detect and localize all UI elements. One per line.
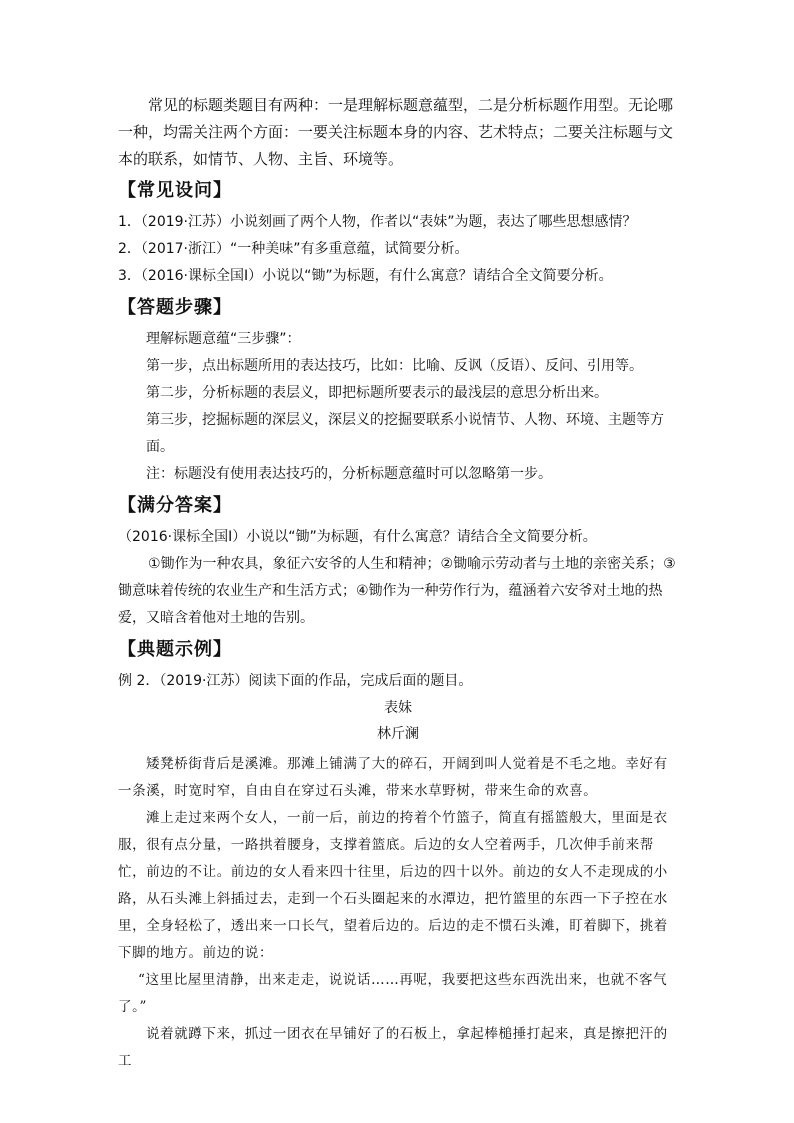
question-item-3: 3．（2016·课标全国Ⅰ）小说以“锄”为标题，有什么寓意？请结合全文简要分析。 — [118, 268, 613, 284]
story-title: 表妹 — [384, 700, 412, 716]
section-heading-common-questions: 【常见设问】 — [118, 180, 232, 201]
section-heading-steps: 【答题步骤】 — [118, 297, 232, 318]
story-quote: “这里比屋里清静，出来走走，说说话……再呢，我要把这些东西洗出来，也就不客气了。” — [118, 972, 668, 1015]
story-author: 林斤澜 — [377, 726, 419, 742]
step-intro: 理解标题意蕴“三步骤”： — [146, 331, 301, 347]
section-heading-example: 【典题示例】 — [118, 639, 232, 660]
story-paragraph-last: 说着就蹲下来，抓过一团衣在早铺好了的石板上，拿起棒槌捶打起来，真是擦把汗的工 — [118, 1026, 668, 1069]
section-heading-full-answer: 【满分答案】 — [118, 495, 232, 516]
intro-paragraph: 常见的标题类题目有两种：一是理解标题意蕴型，二是分析标题作用型。无论哪一种，均需关注两个方面：一要关注标题本身的内容、艺术特点；二要关注标题与文本的联系，如情节、人物、主旨、环境等。 — [118, 96, 674, 168]
step-3: 第三步，挖掘标题的深层义，深层义的挖掘要联系小说情节、人物、环境、主题等方面。 — [146, 412, 664, 455]
example-prompt: 例 2．（2019·江苏）阅读下面的作品，完成后面的题目。 — [118, 673, 473, 689]
step-note: 注：标题没有使用表达技巧的，分析标题意蕴时可以忽略第一步。 — [146, 466, 552, 482]
story-paragraph-2: 滩上走过来两个女人，一前一后，前边的挎着个竹篮子，简直有摇篮般大，里面是衣服，很有点分量，一路拱着腰身，支撑着篮底。后边的女人空着两手，几次伸手前来帮忙，前边的不让。前边的女人看来四十往里，后边的四十以外。前边的女人不走现成的小路，从石头滩上斜插过去，走到一个石头圈起来的水潭边，把竹篮里的东西一下子控在水里，全身轻松了，透出来一口长气，望着后边的。后边的走不惯石头滩，盯着脚下，挑着下脚的地方。前边的说： — [118, 810, 668, 961]
full-answer-text: ①锄作为一种农具，象征六安爷的人生和精神；②锄喻示劳动者与土地的亲密关系；③锄意味着传统的农业生产和生活方式；④锄作为一种劳作行为，蕴涵着六安爷对土地的热爱，又暗含着他对土地的告别。 — [118, 556, 676, 626]
step-1: 第一步，点出标题所用的表达技巧，比如：比喻、反讽（反语）、反问、引用等。 — [146, 358, 643, 374]
full-answer-question: （2016·课标全国Ⅰ）小说以“锄”为标题，有什么寓意？请结合全文简要分析。 — [118, 529, 597, 545]
step-2: 第二步，分析标题的表层义，即把标题所要表示的最浅层的意思分析出来。 — [146, 385, 608, 401]
story-paragraph-1: 矮凳桥街背后是溪滩。那滩上铺满了大的碎石，开阔到叫人觉着是不毛之地。幸好有一条溪，时宽时窄，自由自在穿过石头滩，带来水草野树，带来生命的欢喜。 — [118, 756, 668, 799]
question-item-2: 2．（2017·浙江）“一种美味”有多重意蕴，试简要分析。 — [118, 241, 469, 257]
question-item-1: 1．（2019·江苏）小说刻画了两个人物，作者以“表妹”为题，表达了哪些思想感情？ — [118, 214, 637, 230]
document-page — [118, 92, 678, 1075]
